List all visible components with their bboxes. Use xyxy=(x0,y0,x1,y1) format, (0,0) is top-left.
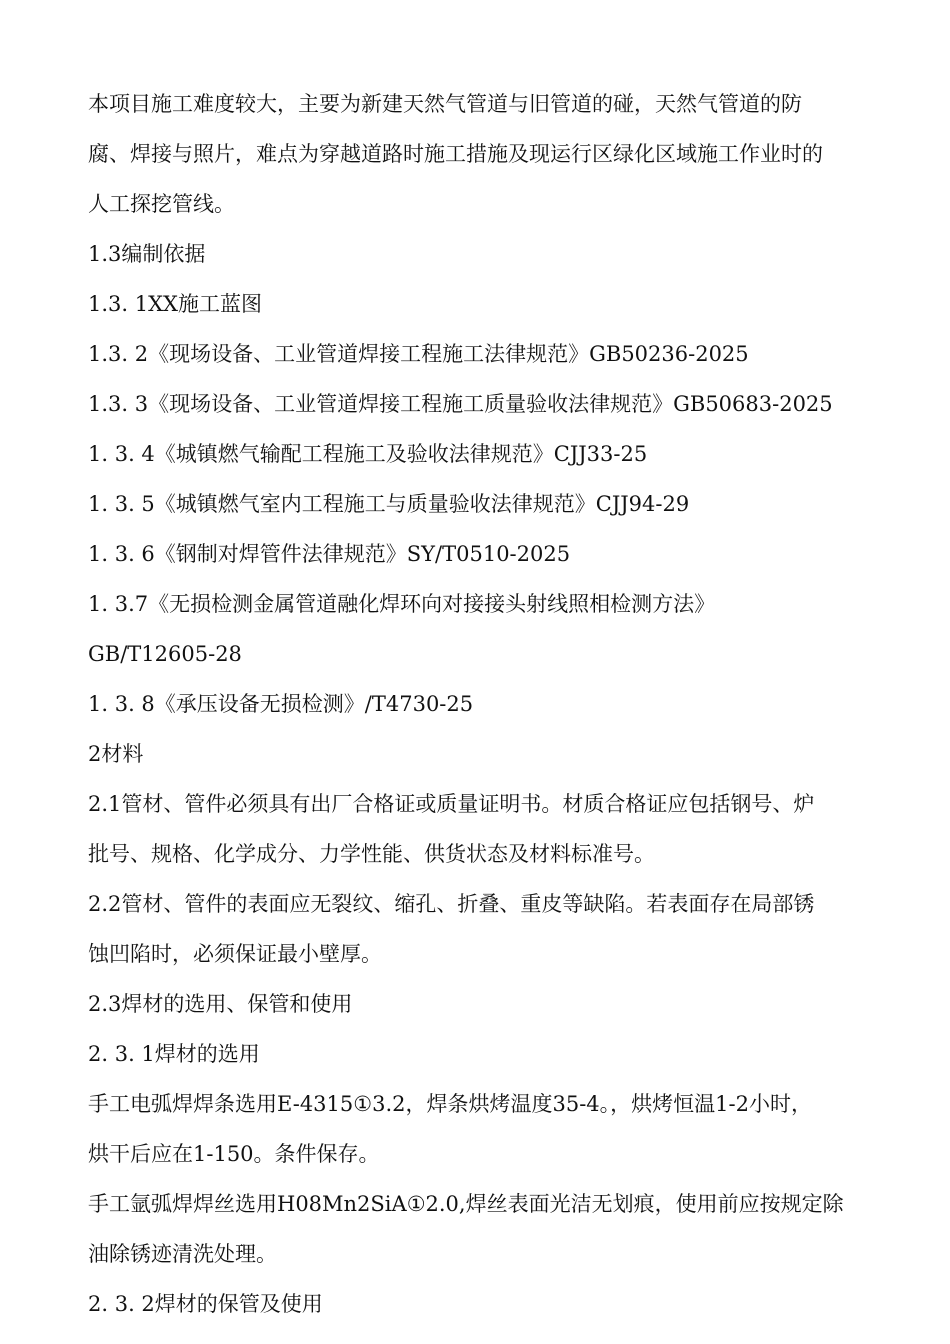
subsection-heading: 2.3焊材的选用、保管和使用 xyxy=(88,992,353,1016)
text-line: 本项目施工难度较大，主要为新建天然气管道与旧管道的碰，天然气管道的防 xyxy=(88,92,802,116)
reference-item-continuation: GB/T12605-28 xyxy=(88,642,242,666)
text-line: 蚀凹陷时，必须保证最小壁厚。 xyxy=(88,942,382,966)
text-line: 手工电弧焊焊条选用E-4315①3.2，焊条烘烤温度35-4。，烘烤恒温1-2小时， xyxy=(88,1092,812,1116)
text-line: 腐、焊接与照片，难点为穿越道路时施工措施及现运行区绿化区域施工作业时的 xyxy=(88,142,823,166)
text-line: 批号、规格、化学成分、力学性能、供货状态及材料标准号。 xyxy=(88,842,655,866)
text-line: 油除锈迹清洗处理。 xyxy=(88,1242,277,1266)
text-line: 人工探挖管线。 xyxy=(88,192,235,216)
reference-item: 1. 3. 6《钢制对焊管件法律规范》SY/T0510-2025 xyxy=(88,542,571,566)
reference-item: 1.3. 1XX施工蓝图 xyxy=(88,292,263,316)
text-line: 2.1管材、管件必须具有出厂合格证或质量证明书。材质合格证应包括钢号、炉 xyxy=(88,792,815,816)
text-line: 2.2管材、管件的表面应无裂纹、缩孔、折叠、重皮等缺陷。若表面存在局部锈 xyxy=(88,892,815,916)
reference-item: 1. 3. 4《城镇燃气输配工程施工及验收法律规范》CJJ33-25 xyxy=(88,442,648,466)
section-heading: 2材料 xyxy=(88,742,144,766)
section-heading: 1.3编制依据 xyxy=(88,242,206,266)
subsection-heading: 2. 3. 1焊材的选用 xyxy=(88,1042,260,1066)
text-line: 手工氩弧焊焊丝选用H08Mn2SiA①2.0,焊丝表面光洁无划痕，使用前应按规定除 xyxy=(88,1192,844,1216)
text-line: 烘干后应在1-150。条件保存。 xyxy=(88,1142,380,1166)
reference-item: 1. 3. 5《城镇燃气室内工程施工与质量验收法律规范》CJJ94-29 xyxy=(88,492,690,516)
reference-item: 1. 3.7《无损检测金属管道融化焊环向对接接头射线照相检测方法》 xyxy=(88,592,716,616)
reference-item: 1. 3. 8《承压设备无损检测》/T4730-25 xyxy=(88,692,474,716)
reference-item: 1.3. 2《现场设备、工业管道焊接工程施工法律规范》GB50236-2025 xyxy=(88,342,749,366)
reference-item: 1.3. 3《现场设备、工业管道焊接工程施工质量验收法律规范》GB50683-2025 xyxy=(88,392,833,416)
subsection-heading: 2. 3. 2焊材的保管及使用 xyxy=(88,1292,323,1316)
